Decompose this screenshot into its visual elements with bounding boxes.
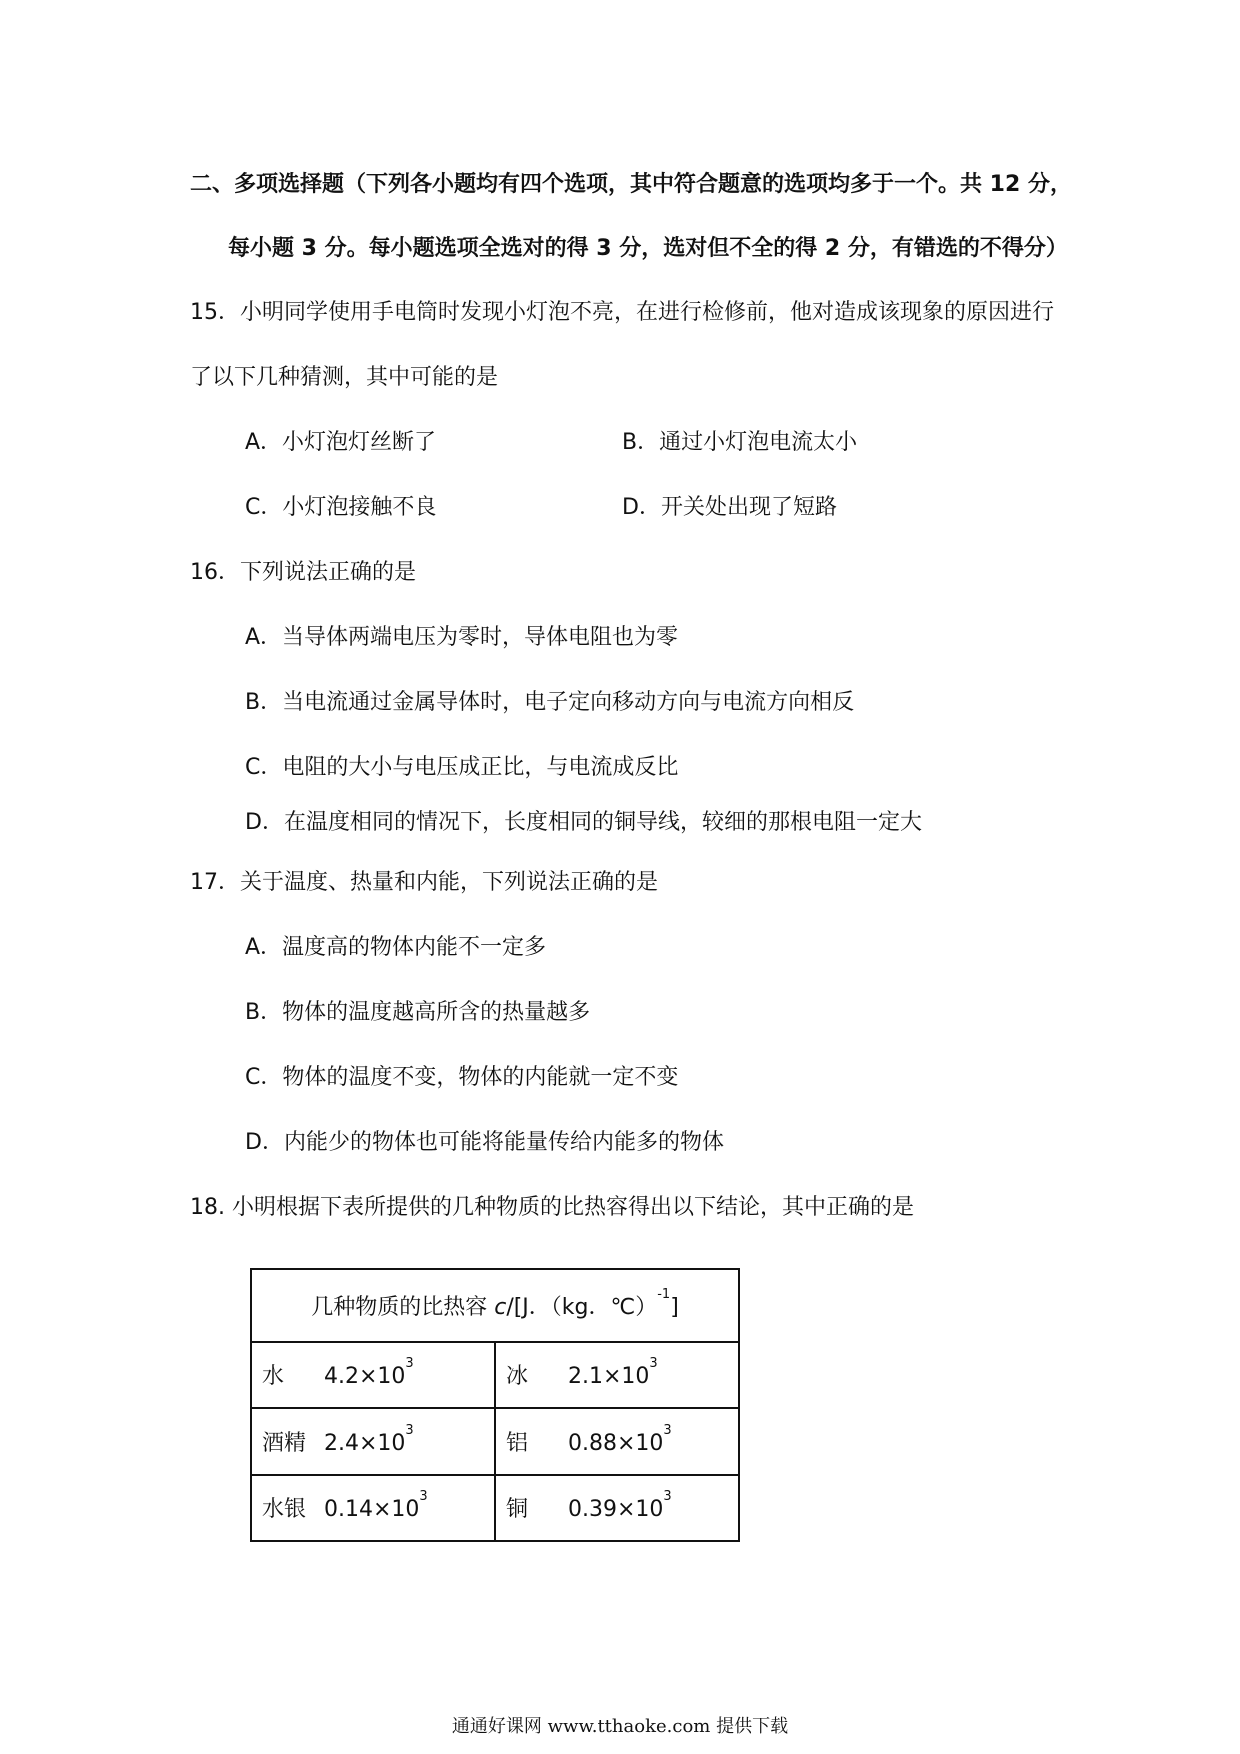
page-footer: 通通好课网 www.tthaoke.com 提供下载	[451, 1716, 789, 1737]
table-cell: 水 $4.2\times 10^3$	[251, 1342, 495, 1408]
q15-option-d: D．开关处出现了短路	[622, 495, 837, 520]
specific-heat-table	[250, 1268, 740, 1542]
section-title: 二、多项选择题	[190, 172, 345, 197]
substance-name: 水银	[262, 1497, 307, 1523]
table-cell: 铜 $0.39\times 10^3$	[495, 1475, 739, 1542]
q16-option-a: A．当导体两端电压为零时，导体电阻也为零	[245, 625, 679, 650]
specific-heat-value: 4.2×10	[324, 1364, 406, 1390]
q16-option-d: D．在温度相同的情况下，长度相同的铜导线，较细的那根电阻一定大	[245, 810, 922, 835]
q16-stem: 16．下列说法正确的是	[190, 560, 416, 585]
q17-option-d: D．内能少的物体也可能将能量传给内能多的物体	[245, 1130, 724, 1155]
q16-option-c: C．电阻的大小与电压成正比，与电流成反比	[245, 755, 679, 780]
table-cell: 水银 $0.14\times 10^3$	[251, 1475, 495, 1542]
q15-option-a: A．小灯泡灯丝断了	[245, 430, 437, 455]
substance-name: 铝	[505, 1430, 528, 1456]
substance-name: 水	[262, 1364, 285, 1390]
substance-name: 铜	[505, 1497, 528, 1523]
q15-stem-line-1: 15．小明同学使用手电筒时发现小灯泡不亮，在进行检修前，他对造成该现象的原因进行	[190, 300, 1054, 325]
table-header: 几种物质的比热容 c/[J．（kg．℃）$^{-1}$]	[251, 1269, 739, 1342]
q17-stem: 17．关于温度、热量和内能，下列说法正确的是	[190, 870, 658, 895]
q15-option-c: C．小灯泡接触不良	[245, 495, 437, 520]
q15-stem-line-2: 了以下几种猜测，其中可能的是	[190, 365, 499, 390]
table-cell: 酒精 $2.4\times 10^3$	[251, 1408, 495, 1474]
q17-option-c: C．物体的温度不变，物体的内能就一定不变	[245, 1065, 679, 1090]
q15-option-b: B．通过小灯泡电流太小	[622, 430, 858, 455]
q16-option-b: B．当电流通过金属导体时，电子定向移动方向与电流方向相反	[245, 690, 855, 715]
q17-option-b: B．物体的温度越高所含的热量越多	[245, 1000, 591, 1025]
table-cell: 铝 $0.88\times 10^3$	[495, 1408, 739, 1474]
substance-name: 酒精	[262, 1430, 307, 1456]
specific-heat-value: 2.4×10	[324, 1430, 406, 1456]
specific-heat-value: 0.14×10	[324, 1497, 420, 1523]
specific-heat-value: 2.1×10	[567, 1364, 650, 1390]
section-header-line-2: 每小题 3 分。每小题选项全选对的得 3 分，选对但不全的得 2 分，有错选的不得分）	[228, 236, 1068, 261]
q17-option-a: A．温度高的物体内能不一定多	[245, 935, 547, 960]
section-header-line-1	[190, 170, 1072, 200]
q18-stem: 18. 小明根据下表所提供的几种物质的比热容得出以下结论，其中正确的是	[190, 1195, 914, 1220]
specific-heat-value: 0.39×10	[567, 1497, 664, 1523]
section-note: （下列各小题均有四个选项，其中符合题意的选项均多于一个。共 12 分，	[344, 172, 1072, 197]
table-cell: 冰 $2.1\times 10^3$	[495, 1342, 739, 1408]
specific-heat-value: 0.88×10	[567, 1430, 664, 1456]
substance-name: 冰	[505, 1364, 528, 1390]
